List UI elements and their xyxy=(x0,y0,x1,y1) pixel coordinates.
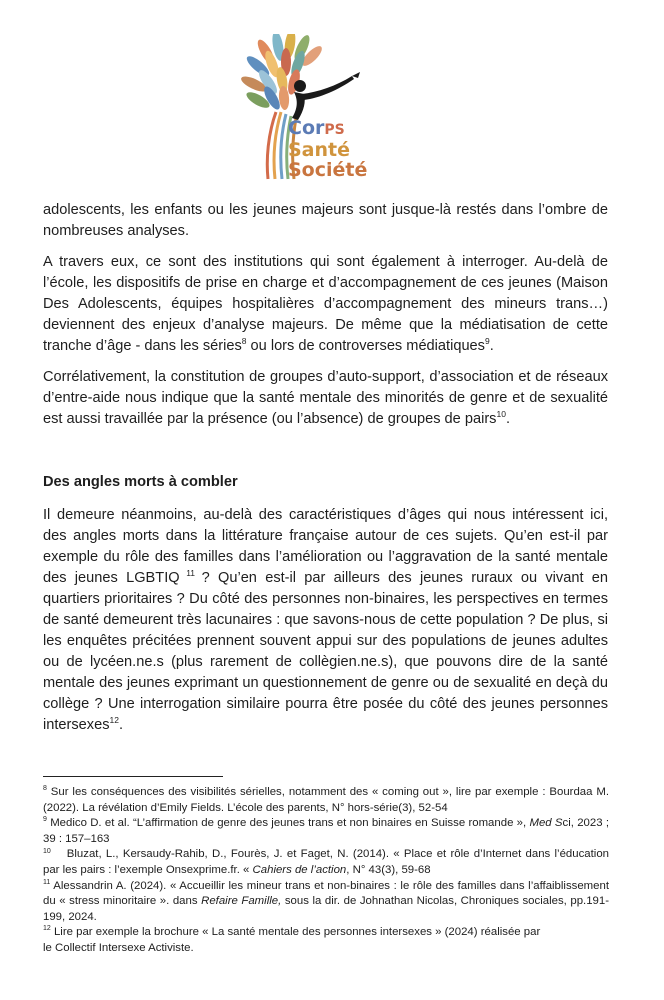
footnote-9: $^9$ Medico D. et al. “L’affirmation de genre des jeunes trans et non binaires en Suisse romande », Med Sci, 2023 ; 39 : 157–163 xyxy=(43,816,609,845)
logo-word-ps: PS xyxy=(324,122,345,138)
footnote-ref-12: 12 xyxy=(109,715,119,726)
paragraph-4: Il demeure néanmoins, au-delà des caractéristiques d’âges qui nous intéressent ici, des angles morts dans la littérature française autour de ces sujets. Qu’en est-il par exemple du rôle des familles dans l’amélioration ou l’aggravation de la santé mentale des jeunes LGBTIQ $^{11}$ ? Qu’en est-il par ailleurs des jeunes ruraux ou vivant en quartiers prioritaires ? Du côté des personnes non-binaires, les perspectives en termes de santé demeurent très lacunaires : que savons-nous de cette population ? De plus, si les enquêtes précitées prennent souvent appui sur des populations de jeunes adultes ou de lycéen.ne.s (plus rarement de collègien.ne.s), que pouvons dire de la santé mentale des jeunes exprimant un questionnement de genre ou de sexualité en deçà du collège ? Une interrogation similaire pourra être posée du côté des jeunes personnes intersexes$^{12}$. xyxy=(43,507,609,733)
logo-word-corps: Cor xyxy=(288,117,325,139)
section-heading: Des angles morts à combler xyxy=(43,474,238,490)
logo-word-sante: Santé xyxy=(288,139,351,161)
footnote-ref-8: 8 xyxy=(241,336,247,347)
footnote-11: $^{11}$ Alessandrin A. (2024). « Accueillir les mineur trans et non-binaires : le rôle des familles dans l’affaiblissement du « stress minoritaire ». dans Refaire Famille, sous la dir. de Johnathan Nicolas, Chroniques sociales, pp.191-199, 2024. xyxy=(43,878,609,923)
main-text xyxy=(43,200,608,746)
footnote-ref-11: 11 xyxy=(179,568,202,579)
logo-wordmark xyxy=(288,118,367,180)
footnote-ref-10: 10 xyxy=(496,409,506,420)
footnotes xyxy=(43,785,609,957)
paragraph-3: Corrélativement, la constitution de groupes d’auto-support, d’association et de réseaux d’entre-aide nous indique que la santé mentale des minorités de genre et de sexualité est aussi travaillée par la présence (ou l’absence) de groupes de pairs$^{10}$. xyxy=(43,369,608,427)
paragraph-2: A travers eux, ce sont des institutions qui sont également à interroger. Au-delà de l’école, les dispositifs de prise en charge et d’accompagnement de ces jeunes (Maison Des Adolescents, équipes hospitalières d’accompagnement des mineurs trans…) deviennent des enjeux d’analyse majeurs. De même que la médiatisation de cette tranche d’âge - dans les séries$^8$ ou lors de controverses médiatiques$^9$. xyxy=(43,254,608,354)
footnote-ref-9: 9 xyxy=(484,336,490,347)
footnote-12: $^{12}$ Lire par exemple la brochure « La santé mentale des personnes intersexes » (2024) réalisée par le Collectif Intersexe Activiste. xyxy=(43,925,541,954)
footnote-10: $^{10}$ Bluzat, L., Kersaudy-Rahib, D., Fourès, J. et Faget, N. (2014). « Place et rôle d’Internet dans l’éducation par les pairs : l’exemple Onsexprime.fr. « Cahiers de l’action, N° 43(3), 59-68 xyxy=(43,847,609,876)
logo-word-societe: Société xyxy=(288,159,368,181)
paragraph-1: adolescents, les enfants ou les jeunes majeurs sont jusque-là restés dans l’ombre de nombreuses analyses. xyxy=(43,202,608,239)
footnote-divider xyxy=(43,776,223,777)
corps-sante-societe-logo xyxy=(228,34,408,184)
footnote-8: $^8$ Sur les conséquences des visibilités sérielles, notamment des « coming out », lire par exemple : Bourdaa M. (2022). La révélation d’Emily Fields. L’école des parents, N° hors-série(3), 52-54 xyxy=(43,785,609,814)
